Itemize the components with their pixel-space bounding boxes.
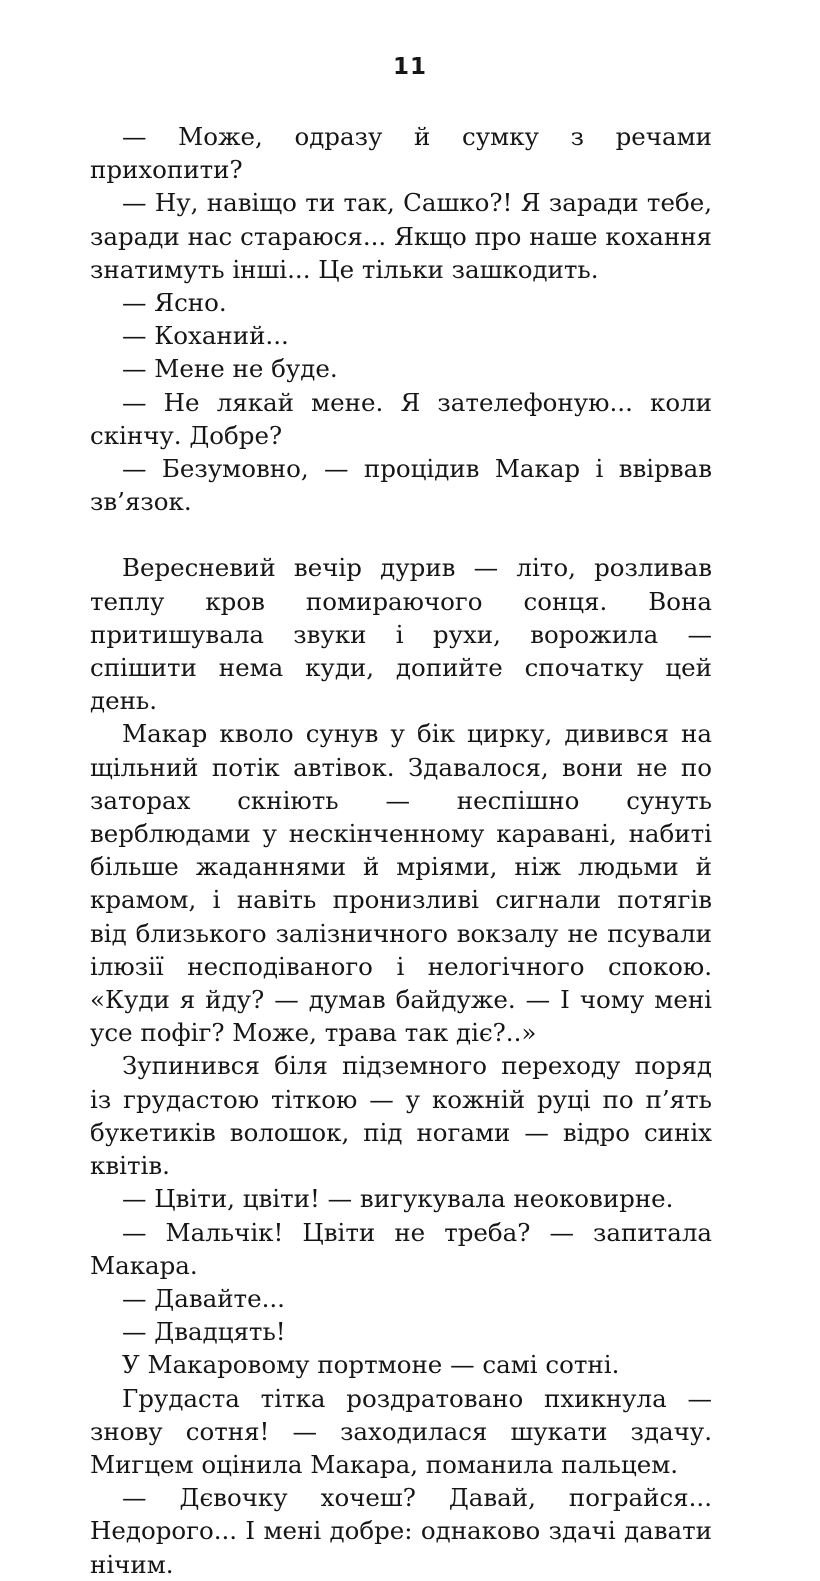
body-text	[90, 120, 712, 1581]
paragraph: — Безумовно, — процідив Макар і ввірвав зв’язок.	[90, 454, 712, 517]
page-number: 11	[392, 54, 427, 80]
paragraph: — Ну, навіщо ти так, Сашко?! Я заради тебе, заради нас стараюся... Якщо про наше кохання знатимуть інші... Це тільки зашкодить.	[90, 188, 712, 284]
paragraph: Макар кволо сунув у бік цирку, дивився на щільний потік автівок. Здавалося, вони не по заторах скніють — неспішно сунуть верблюдами у нескінченному каравані, набиті більше жаданнями й мріями, ніж людьми й крамом, і навіть пронизливі сигнали потягів від близького залізничного вокзалу не псували ілюзії несподіваного і нелогічного спокою. «Куди я йду? — думав байдуже. — І чому мені усе пофіг? Може, трава так діє?..»	[90, 719, 712, 1048]
paragraph: — Дєвочку хочеш? Давай, пограйся... Недорого... І мені добре: однаково здачі давати нічим.	[90, 1483, 712, 1579]
paragraph: — Давайте...	[122, 1283, 285, 1313]
paragraph: — Двадцять!	[122, 1317, 286, 1347]
paragraph: Грудаста тітка роздратовано пхикнула — знову сотня! — заходилася шукати здачу. Мигцем оцінила Макара, поманила пальцем.	[90, 1383, 712, 1479]
paragraph: — Мальчік! Цвіти не треба? — запитала Макара.	[90, 1217, 712, 1280]
paragraph: У Макаровому портмоне — самі сотні.	[122, 1350, 620, 1380]
paragraph: Зупинився біля підземного переходу поряд із грудастою тіткою — у кожній руці по п’ять букетиків волошок, під ногами — відро синіх квітів.	[90, 1051, 712, 1181]
paragraph: — Цвіти, цвіти! — вигукувала неоковирне.	[122, 1184, 674, 1214]
paragraph: — Може, одразу й сумку з речами прихопити?	[90, 122, 712, 185]
paragraph: — Мене не буде.	[122, 354, 338, 384]
paragraph: — Ясно.	[122, 288, 227, 318]
paragraph: — Коханий...	[122, 321, 289, 351]
paragraph: Вересневий вечір дурив — літо, розливав теплу кров помираючого сонця. Вона притишувала звуки і рухи, ворожила — спішити нема куди, допийте спочатку цей день.	[90, 553, 712, 716]
paragraph: — Не лякай мене. Я зателефоную... коли скінчу. Добре?	[90, 387, 712, 450]
